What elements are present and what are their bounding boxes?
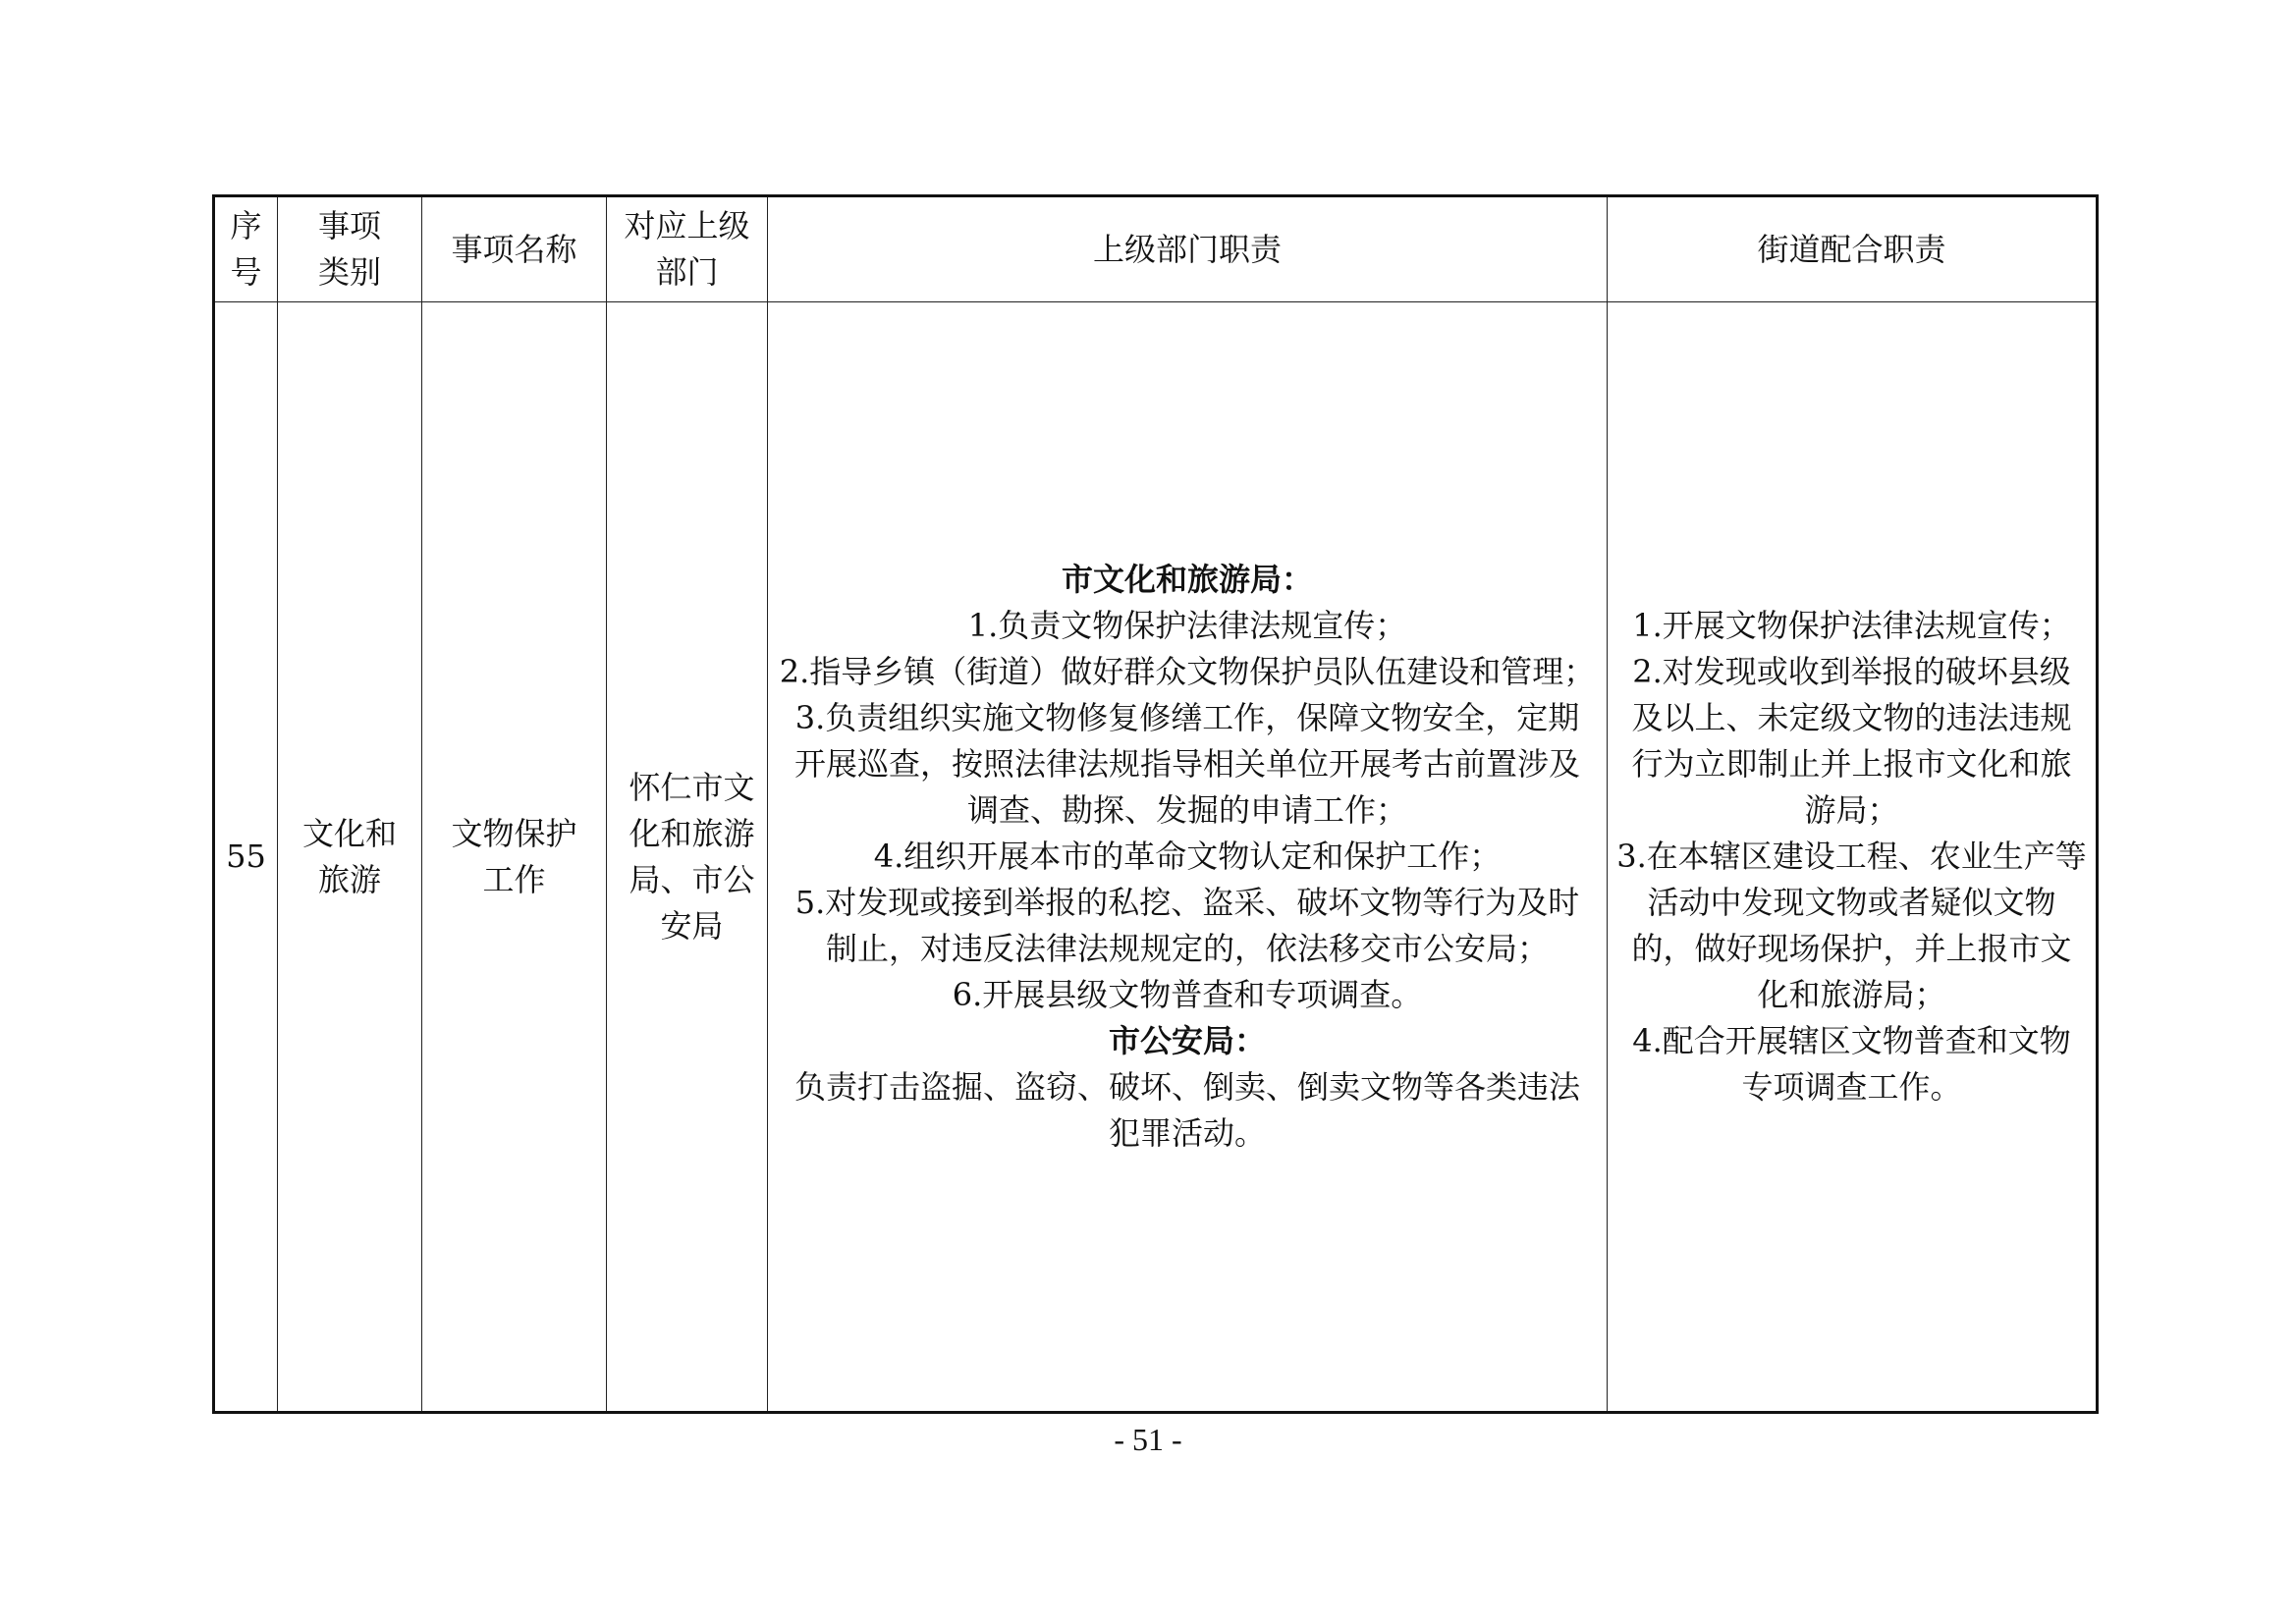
header-upper-duty: 上级部门职责 (768, 196, 1608, 302)
table-header-row (214, 196, 2098, 302)
cell-item-name: 文物保护 工作 (422, 302, 607, 1413)
cell-upper-dept: 怀仁市文 化和旅游 局、市公 安局 (607, 302, 768, 1413)
header-street-duty: 街道配合职责 (1608, 196, 2098, 302)
header-upper-dept: 对应上级 部门 (607, 196, 768, 302)
header-seq: 序 号 (214, 196, 278, 302)
header-category: 事项 类别 (278, 196, 422, 302)
table-row (214, 302, 2098, 1413)
responsibility-table (212, 194, 2099, 1414)
cell-category: 文化和 旅游 (278, 302, 422, 1413)
cell-street-duty: 1.开展文物保护法律法规宣传； 2.对发现或收到举报的破坏县级 及以上、未定级文物的违法违规 行为立即制止并上报市文化和旅 游局； 3.在本辖区建设工程、农业生产等 活动中发现文物或者疑似文物 的，做好现场保护，并上报市文 化和旅游局； 4.配合开展辖区文物普查和文物 专项调查工作。 (1608, 302, 2098, 1413)
cell-seq: 55 (214, 302, 278, 1413)
header-item-name: 事项名称 (422, 196, 607, 302)
cell-upper-duty: 市文化和旅游局： 1.负责文物保护法律法规宣传； 2.指导乡镇（街道）做好群众文物保护员队伍建设和管理； 3.负责组织实施文物修复修缮工作，保障文物安全，定期 开展巡查，按照法律法规指导相关单位开展考古前置涉及 调查、勘探、发掘的申请工作； 4.组织开展本市的革命文物认定和保护工作； 5.对发现或接到举报的私挖、盗采、破坏文物等行为及时 制止，对违反法律法规规定的，依法移交市公安局； 6.开展县级文物普查和专项调查。 市公安局： 负责打击盗掘、盗窃、破坏、倒卖、倒卖文物等各类违法 犯罪活动。 (768, 302, 1608, 1413)
section-title-public-security: 市公安局： (1108, 1022, 1266, 1059)
page-number: - 51 - (1114, 1422, 1182, 1457)
section-title-culture-bureau: 市文化和旅游局： (1061, 561, 1313, 598)
